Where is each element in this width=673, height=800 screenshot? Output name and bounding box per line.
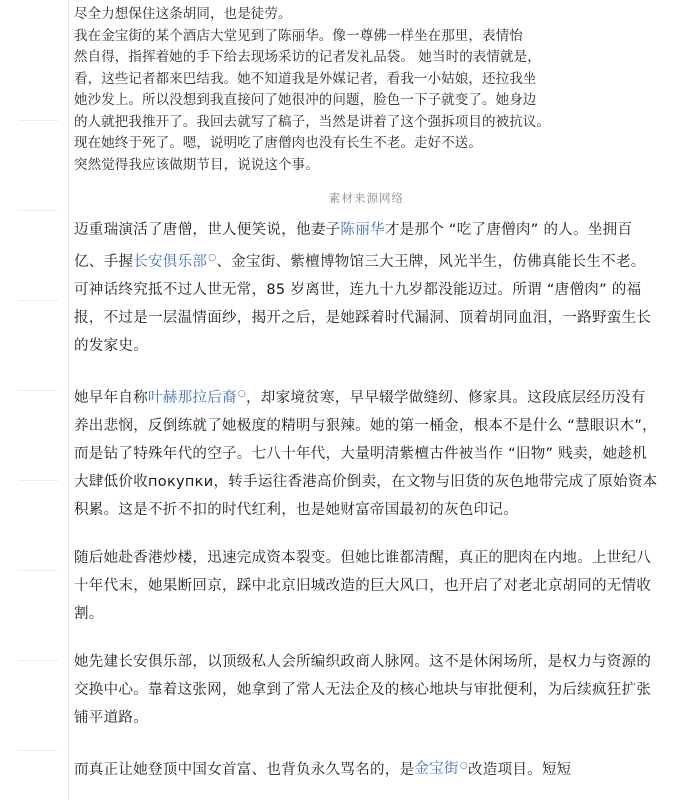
text-run: ，却家境贫寒，早早辍学做缝纫、修家具。这段底层经历没有养出悲悯，反倒练就了她极度的精明与狠辣。她的第一桶金，根本不是什么 “慧眼识木”，而是钻了特殊年代的空子。七八十年代，大量明清紫檀古件被当作 “旧物” 贱卖，她趁机大肆低价收покупки，转手运往香港高价倒卖，在文物与旧货的灰色地带完成了原始资本积累。这是不折不扣的时代红利，也是她财富帝国最初的灰色印记。 <box>74 389 658 518</box>
quote-line: 我在金宝街的某个酒店大堂见到了陈丽华。像一尊佛一样坐在那里，表情怡 <box>74 27 523 44</box>
text-run: 随后她赴香港炒楼，迅速完成资本裂变。但她比谁都清醒，真正的肥肉在内地。上世纪八十年代末，她果断回京，踩中北京旧城改造的巨大风口，也开启了对老北京胡同的无情收割。 <box>74 549 652 622</box>
inline-entity-link[interactable]: 金宝街○ <box>414 760 468 778</box>
article-paragraph <box>74 752 659 784</box>
quote-line: 突然觉得我应该做期节目，说说这个事。 <box>74 156 319 173</box>
quote-line: 的人就把我推开了。我回去就写了稿子，当然是讲着了这个强拆项目的被抗议。 <box>74 113 550 130</box>
text-run: 她先建长安俱乐部，以顶级私人会所编织政商人脉网。这不是休闲场所，是权力与资源的交换中心。靠着这张网，她拿到了常人无法企及的核心地块与审批便利，为后续疯狂扩张铺平道路。 <box>74 653 652 726</box>
quote-line: 看，这些记者都来巴结我。她不知道我是外媒记者，看我一小姑娘，还拉我坐 <box>74 70 537 87</box>
quote-line: 她沙发上。所以没想到我直接问了她很冲的问题，脸色一下子就变了。她身边 <box>74 92 537 108</box>
entity-link-marker-icon: ○ <box>208 253 217 263</box>
quoted-comment-block <box>74 0 659 176</box>
text-run: 才是那个 “吃了唐僧肉” 的人。坐拥百亿、手握 <box>74 222 633 270</box>
highlighted-term: 陈丽华 <box>340 222 385 238</box>
article-paragraph <box>74 380 659 524</box>
entity-link-marker-icon: ○ <box>237 388 246 399</box>
article-body <box>74 216 659 783</box>
text-run: 改造项目。短短 <box>467 761 572 778</box>
quote-line: 然自得，指挥着她的手下给去现场采访的记者发礼品袋。 她当时的表情就是， <box>74 49 541 65</box>
text-run: 、金宝街、紫檀博物馆三大王牌，风光半生，仿佛真能长生不老。可神话终究抵不过人世无常，85 岁离世，连九十九岁都没能迈过。所谓 “唐僧肉” 的福报，不过是一层温情面纱，揭开之后，是她踩着时代漏洞、顶着胡同血泪，一路野蛮生长的发家史。 <box>74 253 652 354</box>
article-paragraph <box>74 544 659 628</box>
article-paragraph <box>74 648 659 732</box>
entity-link-marker-icon: ○ <box>459 760 468 771</box>
source-attribution: 素材来源网络 <box>329 191 404 205</box>
inline-entity-link[interactable]: 长安俱乐部○ <box>133 253 217 270</box>
document-content <box>68 0 673 800</box>
text-run: 迈重瑞演活了唐僧，世人便笑说，他妻子 <box>74 222 341 238</box>
quote-line: 现在她终于死了。嗯，说明吃了唐僧肉也没有长生不老。走好不送。 <box>74 135 482 151</box>
article-paragraph <box>74 216 659 360</box>
inline-entity-link[interactable]: 叶赫那拉后裔○ <box>148 388 246 406</box>
text-run: 她早年自称 <box>74 389 148 406</box>
quote-line: 尽全力想保住这条胡同，也是徒劳。 <box>74 6 292 22</box>
left-margin-rail <box>0 0 69 800</box>
text-run: 而真正让她登顶中国女首富、也背负永久骂名的，是 <box>74 761 415 778</box>
